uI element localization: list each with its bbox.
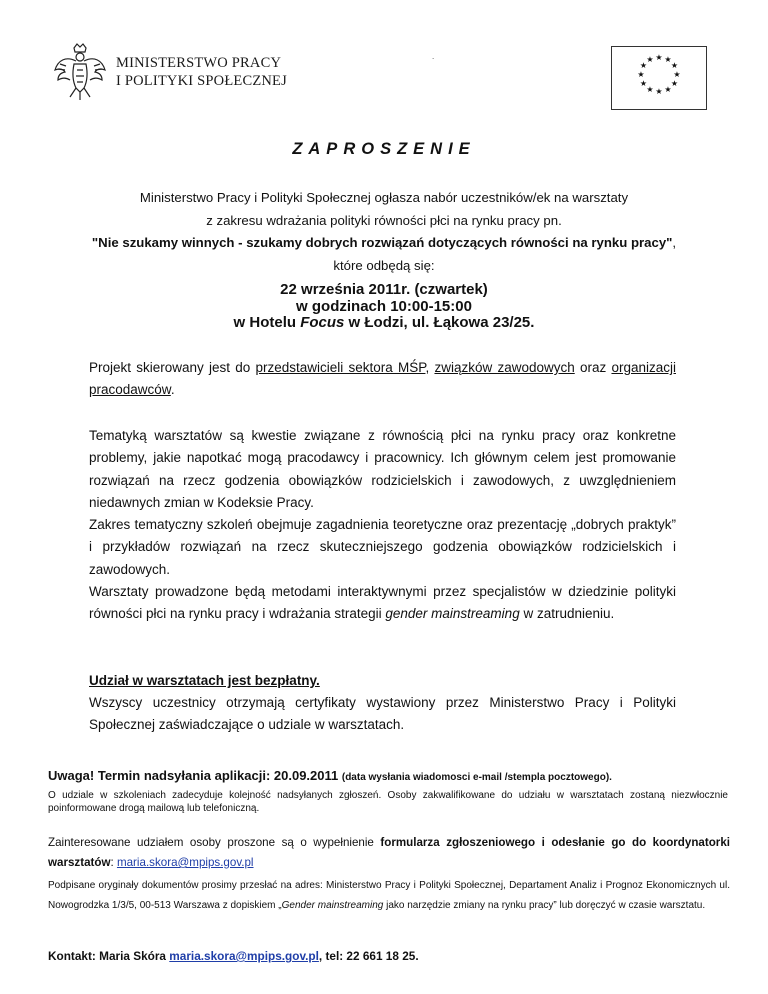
- event-place-prefix: w Hotelu: [233, 314, 301, 331]
- svg-text:★: ★: [664, 85, 672, 94]
- ministry-name-line2: I POLITYKI SPOŁECZNEJ: [116, 73, 287, 89]
- application-prefix: Zainteresowane udziałem osoby proszone są o wypełnienie: [48, 836, 381, 849]
- deadline-line: [48, 768, 728, 783]
- topics-paragraph-1: Tematyką warsztatów są kwestie związane z równością płci na rynku pracy oraz konkretne problemy, jakie napotkać mogą pracodawcy i pracownicy. Ich głównym celem jest promowanie rozwiązań na rzecz godzenia obowiązków rodzicielskich i zawodowych, z uwzględnieniem niedawnych zmian w Kodeksie Pracy.: [89, 428, 676, 510]
- event-hours: w godzinach 10:00-15:00: [296, 297, 472, 315]
- topics-p3-italic: gender mainstreaming: [385, 606, 520, 622]
- selection-order-paragraph: O udziale w szkoleniach zadecyduje kolejność nadsyłanych zgłoszeń. Osoby zakwalifikowane do udziału w warsztatach zostaną niezwłocznie poinformowane drogą mailową lub telefoniczną.: [48, 790, 728, 814]
- event-hotel-name: Focus: [300, 314, 345, 331]
- target-unions: związków zawodowych: [434, 360, 575, 375]
- deadline-note: (data wysłania wiadomosci e-mail /stempla pocztowego).: [341, 772, 612, 783]
- svg-text:★: ★: [639, 61, 648, 70]
- svg-text:★: ★: [655, 53, 663, 62]
- intro-line2: z zakresu wdrażania polityki równości płci na rynku pracy pn.: [206, 212, 562, 228]
- svg-text:★: ★: [637, 70, 645, 79]
- event-date: 22 września 2011r. (czwartek): [280, 281, 488, 298]
- topics-p3-prefix: Warsztaty prowadzone będą metodami interaktywnymi przez specjalistów w dziedzinie polityki równości płci na rynku pracy i wdrażania strategii: [89, 584, 676, 622]
- originals-prefix: Podpisane oryginały dokumentów prosimy przesłać na adres: Ministerstwo Pracy i Polityki Społecznej, Departament Analiz i Prognoz Ekonomicznych ul. Nowogrodzka 1/3/5, 00-513 Warszawa z dopiskiem „: [48, 880, 730, 911]
- topics-p3-suffix: w zatrudnieniu.: [519, 606, 615, 622]
- free-heading-text: Udział w warsztatach jest bezpłatny.: [89, 673, 320, 688]
- event-place: [40, 315, 728, 332]
- certificate-paragraph: Wszyscy uczestnicy otrzymają certyfikaty wystawiony przez Ministerstwo Pracy i Polityki Społecznej zaświadczające o udziale w warsztatach.: [89, 695, 676, 733]
- target-sep: ,: [425, 360, 435, 375]
- svg-text:★: ★: [670, 61, 679, 70]
- svg-text:★: ★: [670, 79, 679, 88]
- svg-text:★: ★: [673, 70, 681, 79]
- intro-line4: które odbędą się:: [333, 257, 435, 273]
- stray-dot: .: [432, 52, 435, 61]
- intro-line3: [40, 232, 728, 255]
- workshop-name-comma: ,: [672, 235, 677, 250]
- target-sme: przedstawicieli sektora MŚP: [255, 360, 426, 375]
- target-suffix: .: [170, 382, 175, 398]
- eu-flag-icon: [611, 46, 707, 110]
- svg-text:★: ★: [639, 79, 648, 88]
- coordinator-email-link[interactable]: maria.skora@mpips.gov.pl: [116, 856, 254, 869]
- target-middle: oraz: [574, 360, 612, 375]
- svg-text:★: ★: [664, 55, 672, 64]
- originals-paragraph: [48, 876, 730, 916]
- event-place-suffix: w Łodzi, ul. Łąkowa 23/25.: [344, 314, 535, 331]
- application-colon: :: [110, 856, 117, 869]
- target-prefix: Projekt skierowany jest do: [89, 360, 256, 375]
- intro-text: [40, 187, 728, 277]
- free-heading: [89, 670, 676, 692]
- polish-eagle-icon: [52, 42, 108, 102]
- originals-italic: Gender mainstreaming: [281, 900, 384, 911]
- workshop-name: "Nie szukamy winnych - szukamy dobrych rozwiązań dotyczących równości na rynku pracy": [91, 235, 673, 250]
- svg-text:★: ★: [646, 55, 654, 64]
- deadline-label: Uwaga! Termin nadsyłania aplikacji: 20.09.2011: [48, 768, 342, 783]
- contact-prefix: Kontakt: Maria Skóra: [48, 949, 170, 963]
- svg-text:★: ★: [655, 87, 663, 96]
- topics-paragraph-3: [89, 581, 676, 626]
- svg-text:★: ★: [646, 85, 654, 94]
- target-employers: organizacji pracodawców: [89, 360, 676, 398]
- contact-email-link[interactable]: maria.skora@mpips.gov.pl: [169, 949, 319, 963]
- contact-phone: , tel: 22 661 18 25.: [318, 949, 419, 963]
- target-audience-paragraph: [89, 357, 676, 402]
- application-bold: formularza zgłoszeniowego i odesłanie go do koordynatorki warsztatów: [48, 836, 730, 869]
- page-title: ZAPROSZENIE: [292, 140, 476, 158]
- originals-suffix: jako narzędzie zmiany na rynku pracy” lub doręczyć w czasie warsztatu.: [383, 900, 706, 911]
- ministry-name-line1: MINISTERSTWO PRACY: [116, 55, 282, 71]
- contact-line: [48, 949, 728, 963]
- intro-line1: Ministerstwo Pracy i Polityki Społecznej ogłasza nabór uczestników/ek na warsztaty: [139, 190, 629, 205]
- topics-paragraph-2: Zakres tematyczny szkoleń obejmuje zagadnienia teoretyczne oraz prezentację „dobrych praktyk” i przykładów rozwiązań na rzecz skuteczniejszego godzenia obowiązków rodzicielskich i zawodowych.: [89, 517, 676, 577]
- application-paragraph: [48, 833, 730, 873]
- event-details: [40, 282, 728, 332]
